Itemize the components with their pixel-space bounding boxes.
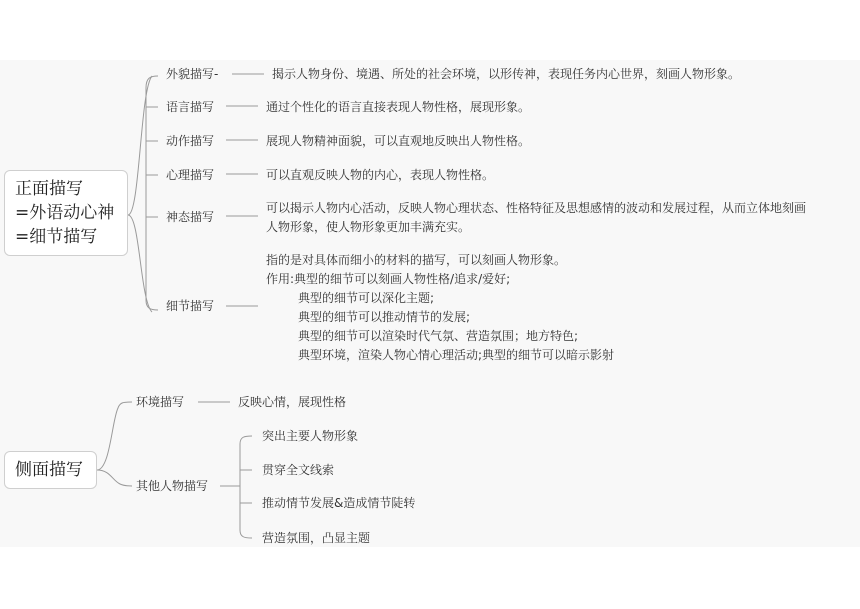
branch-xinli[interactable]: 心理描写 — [166, 168, 215, 182]
others-item-3: 推动情节发展&造成情节陡转 — [262, 496, 416, 510]
front-root-line-1: 正面描写 — [15, 179, 83, 199]
branch-xijie[interactable]: 细节描写 — [166, 299, 215, 313]
desc-shentai — [266, 199, 806, 237]
desc-dongzuo: 展现人物精神面貌，可以直观地反映出人物性格。 — [266, 134, 531, 148]
connector-front-trunk — [128, 76, 152, 215]
front-root-node[interactable] — [4, 170, 128, 256]
desc-xijie-line-2: 作用:典型的细节可以刻画人物性格/追求/爱好; — [266, 272, 511, 286]
connector-side-up — [97, 402, 132, 470]
branch-waimao[interactable]: 外貌描写- — [166, 67, 219, 81]
desc-yuyan: 通过个性化的语言直接表现人物性格，展现形象。 — [266, 100, 531, 114]
desc-xijie-line-6: 典型环境，渲染人物心情心理活动;典型的细节可以暗示影射 — [298, 348, 615, 362]
branch-yuyan[interactable]: 语言描写 — [166, 100, 215, 114]
branch-dongzuo[interactable]: 动作描写 — [166, 134, 215, 148]
desc-xinli: 可以直观反映人物的内心，表现人物性格。 — [266, 168, 495, 182]
connector-front-trunk-lower — [128, 215, 152, 312]
front-root-line-3: =细节描写 — [15, 227, 98, 247]
desc-xijie-line-4: 典型的细节可以推动情节的发展; — [298, 310, 471, 324]
bracket-others-top — [240, 436, 252, 486]
branch-shentai[interactable]: 神态描写 — [166, 210, 215, 224]
others-item-1: 突出主要人物形象 — [262, 429, 359, 443]
side-root-node[interactable]: 侧面描写 — [4, 451, 97, 489]
desc-shentai-line-2: 人物形象，使人物形象更加丰满充实。 — [266, 220, 471, 234]
branch-env[interactable]: 环境描写 — [136, 395, 185, 409]
bracket-others-bottom — [240, 486, 252, 538]
others-item-4: 营造氛围，凸显主题 — [262, 531, 371, 545]
connector-side-down — [97, 470, 132, 486]
desc-xijie-line-5: 典型的细节可以渲染时代气氛、营造氛围；地方特色; — [298, 329, 579, 343]
desc-xijie — [266, 251, 614, 365]
desc-shentai-line-1: 可以揭示人物内心活动，反映人物心理状态、性格特征及思想感情的波动和发展过程，从而立体地刻画 — [266, 201, 807, 215]
others-item-2: 贯穿全文线索 — [262, 463, 335, 477]
branch-others[interactable]: 其他人物描写 — [136, 479, 209, 493]
desc-env: 反映心情，展现性格 — [238, 395, 347, 409]
desc-xijie-line-3: 典型的细节可以深化主题; — [298, 291, 435, 305]
desc-waimao: 揭示人物身份、境遇、所处的社会环境，以形传神，表现任务内心世界，刻画人物形象。 — [272, 67, 741, 81]
desc-xijie-line-1: 指的是对具体而细小的材料的描写，可以刻画人物形象。 — [266, 253, 567, 267]
front-root-line-2: =外语动心神 — [15, 203, 115, 223]
